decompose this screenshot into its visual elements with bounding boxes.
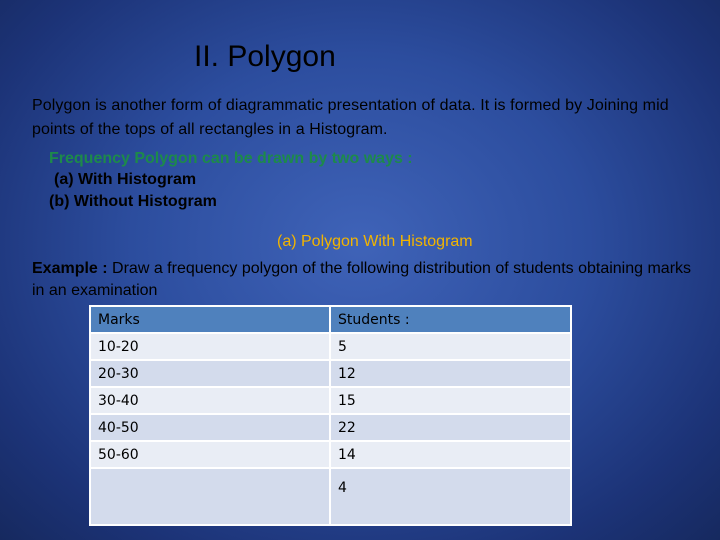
students-cell: 12	[330, 360, 571, 387]
column-header-marks: Marks	[90, 306, 330, 333]
way-without-histogram: (b) Without Histogram	[49, 193, 217, 210]
polygon-with-histogram-heading: (a) Polygon With Histogram	[277, 233, 473, 250]
frequency-polygon-heading: Frequency Polygon can be drawn by two ways :	[49, 150, 413, 167]
table-row	[90, 360, 571, 387]
marks-table	[89, 305, 572, 526]
students-cell-overflow: 4	[338, 480, 347, 496]
table-row	[90, 414, 571, 441]
table-header-row	[90, 306, 571, 333]
table-row	[90, 468, 571, 525]
table-row	[90, 387, 571, 414]
marks-cell: 40-50	[90, 414, 330, 441]
students-cell: 15	[330, 387, 571, 414]
marks-cell: 10-20	[90, 333, 330, 360]
table-row	[90, 441, 571, 468]
students-cell	[330, 468, 571, 525]
marks-cell: 20-30	[90, 360, 330, 387]
students-cell: 22	[330, 414, 571, 441]
marks-cell: 50-60	[90, 441, 330, 468]
students-cell: 14	[330, 441, 571, 468]
column-header-students: Students :	[330, 306, 571, 333]
slide-title: II. Polygon	[194, 40, 336, 73]
example-label: Example :	[32, 260, 108, 277]
marks-cell: 30-40	[90, 387, 330, 414]
example-paragraph	[32, 258, 702, 302]
example-text: Draw a frequency polygon of the following distribution of students obtaining marks in an examination	[32, 260, 692, 299]
students-cell: 5	[330, 333, 571, 360]
marks-cell	[90, 468, 330, 525]
intro-paragraph: Polygon is another form of diagrammatic presentation of data. It is formed by Joining mid points of the tops of all rectangles in a Histogram.	[32, 97, 669, 138]
way-with-histogram: (a) With Histogram	[54, 171, 197, 188]
table-row	[90, 333, 571, 360]
